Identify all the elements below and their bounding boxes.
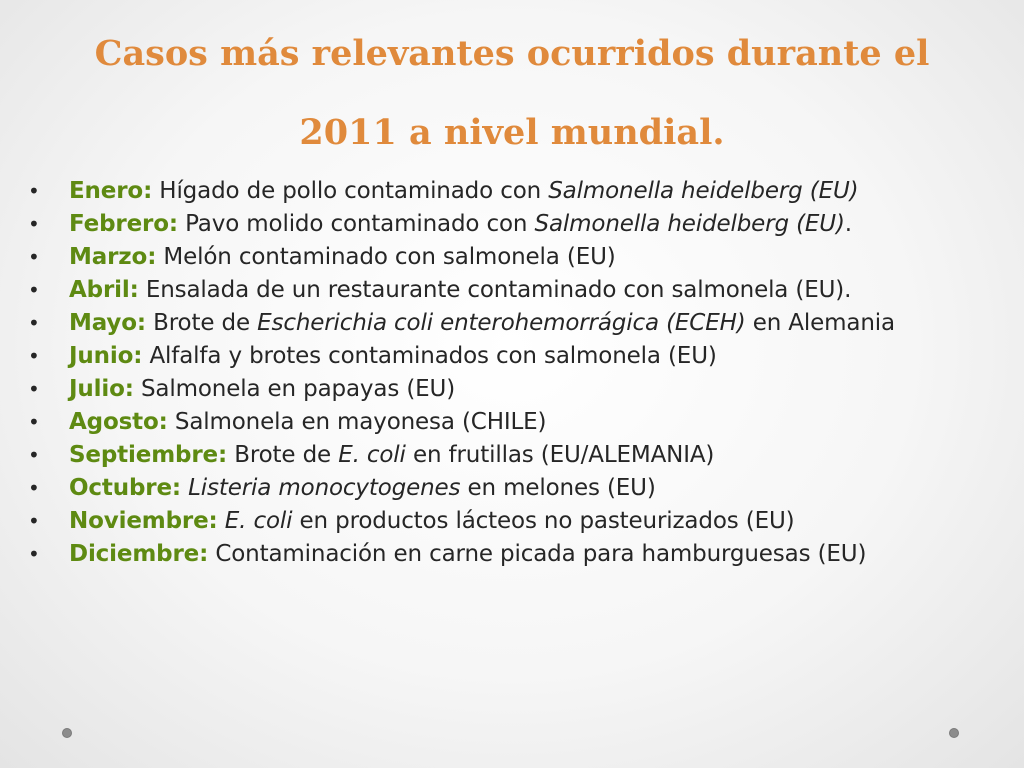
slide-title-line-2: 2011 a nivel mundial. bbox=[299, 112, 725, 153]
item-text: . bbox=[844, 211, 852, 237]
left-pin-dot bbox=[63, 729, 71, 737]
month-label: Marzo: bbox=[69, 244, 157, 270]
bullet-list bbox=[28, 178, 988, 574]
item-text: en frutillas (EU/ALEMANIA) bbox=[405, 442, 715, 468]
italic-text: Salmonella heidelberg (EU) bbox=[534, 211, 845, 237]
bullet-dot-icon: • bbox=[28, 476, 40, 500]
month-label: Octubre: bbox=[69, 475, 181, 501]
bullet-dot-icon: • bbox=[28, 179, 40, 203]
item-text: Contaminación en carne picada para hamburguesas (EU) bbox=[208, 541, 867, 567]
list-item bbox=[28, 211, 988, 237]
list-item bbox=[28, 310, 988, 336]
item-text: Alfalfa y brotes contaminados con salmonela (EU) bbox=[142, 343, 717, 369]
item-text: Salmonela en papayas (EU) bbox=[133, 376, 456, 402]
list-item bbox=[28, 475, 988, 501]
list-item bbox=[28, 409, 988, 435]
italic-text: Listeria monocytogenes bbox=[188, 475, 461, 501]
list-item bbox=[28, 343, 988, 369]
bullet-dot-icon: • bbox=[28, 278, 40, 302]
month-label: Noviembre: bbox=[69, 508, 218, 534]
month-label: Septiembre: bbox=[69, 442, 228, 468]
slide-title-line-1: Casos más relevantes ocurridos durante el bbox=[94, 33, 930, 74]
bullet-dot-icon: • bbox=[28, 344, 40, 368]
bullet-dot-icon: • bbox=[28, 542, 40, 566]
month-label: Diciembre: bbox=[69, 541, 209, 567]
month-label: Abril: bbox=[69, 277, 139, 303]
item-text: Melón contaminado con salmonela (EU) bbox=[156, 244, 616, 270]
month-label: Mayo: bbox=[69, 310, 146, 336]
month-label: Enero: bbox=[69, 178, 153, 204]
italic-text: E. coli bbox=[224, 508, 293, 534]
item-text: Hígado de pollo contaminado con bbox=[152, 178, 549, 204]
bullet-dot-icon: • bbox=[28, 212, 40, 236]
italic-text: E. coli bbox=[338, 442, 406, 468]
month-label: Febrero: bbox=[69, 211, 178, 237]
list-item bbox=[28, 442, 988, 468]
slide-title bbox=[40, 22, 984, 153]
bullet-dot-icon: • bbox=[28, 509, 40, 533]
bullet-dot-icon: • bbox=[28, 245, 40, 269]
bullet-dot-icon: • bbox=[28, 311, 40, 335]
list-item bbox=[28, 508, 988, 534]
item-text: Brote de bbox=[227, 442, 339, 468]
list-item bbox=[28, 277, 988, 303]
item-text: Brote de bbox=[145, 310, 258, 336]
italic-text: Salmonella heidelberg (EU) bbox=[548, 178, 859, 204]
item-text: en melones (EU) bbox=[460, 475, 656, 501]
item-text: Salmonela en mayonesa (CHILE) bbox=[167, 409, 547, 435]
list-item bbox=[28, 376, 988, 402]
item-text: Ensalada de un restaurante contaminado con salmonela (EU). bbox=[138, 277, 852, 303]
month-label: Junio: bbox=[69, 343, 143, 369]
month-label: Julio: bbox=[69, 376, 134, 402]
list-item bbox=[28, 244, 988, 270]
bullet-dot-icon: • bbox=[28, 377, 40, 401]
list-item bbox=[28, 178, 988, 204]
item-text: en Alemania bbox=[745, 310, 895, 336]
bullet-dot-icon: • bbox=[28, 443, 40, 467]
item-text: Pavo molido contaminado con bbox=[177, 211, 535, 237]
month-label: Agosto: bbox=[69, 409, 168, 435]
item-text bbox=[218, 508, 225, 534]
item-text: en productos lácteos no pasteurizados (EU) bbox=[292, 508, 795, 534]
italic-text: Escherichia coli enterohemorrágica (ECEH) bbox=[257, 310, 746, 336]
bullet-dot-icon: • bbox=[28, 410, 40, 434]
right-pin-dot bbox=[950, 729, 958, 737]
list-item bbox=[28, 541, 988, 567]
